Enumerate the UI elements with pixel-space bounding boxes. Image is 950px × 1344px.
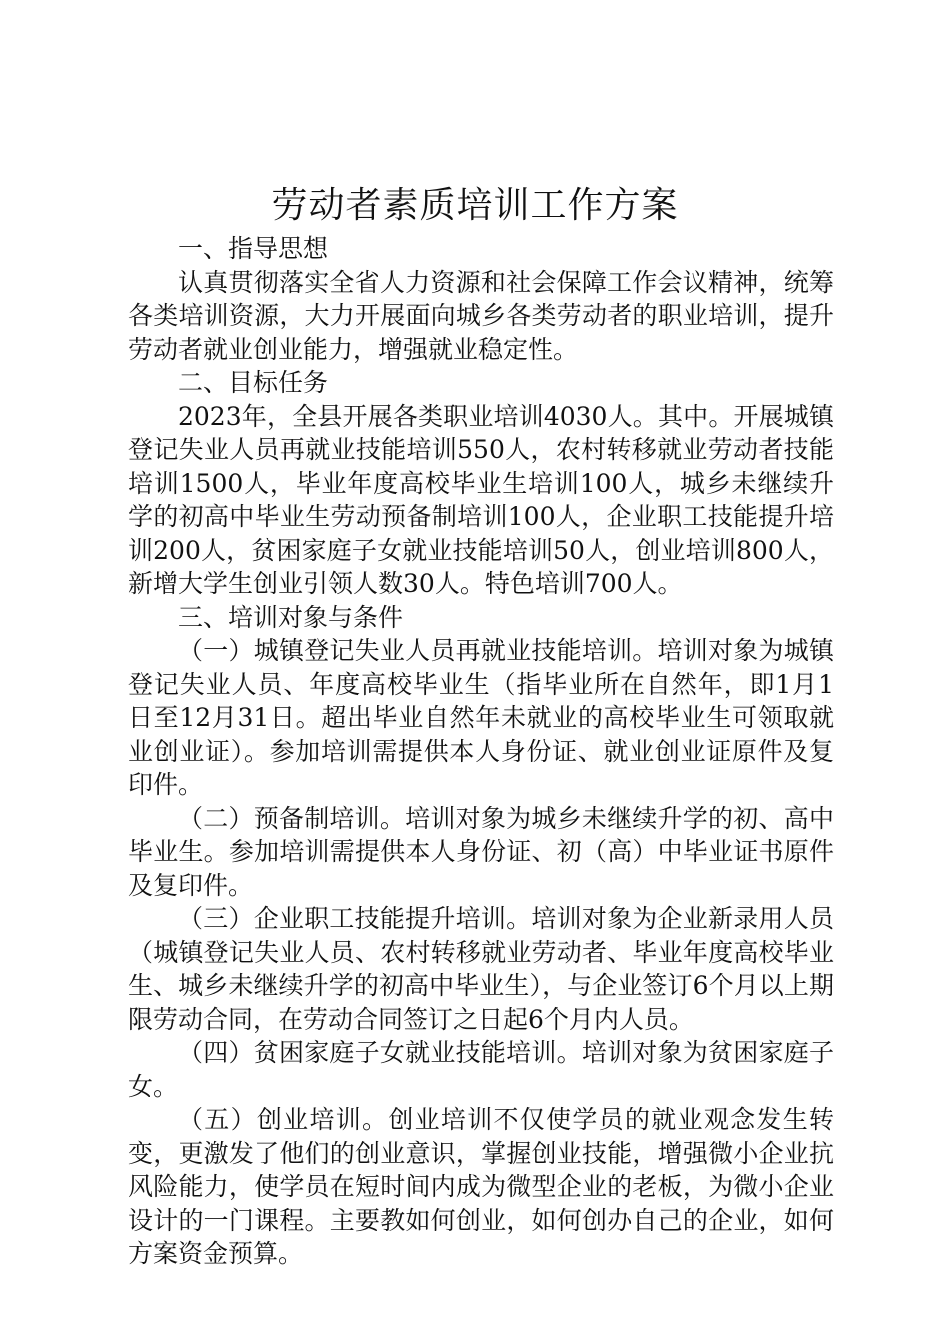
document-body <box>128 232 834 1271</box>
document-title: 劳动者素质培训工作方案 <box>271 185 679 226</box>
paragraph-item-4: （四）贫困家庭子女就业技能培训。培训对象为贫困家庭子女。 <box>128 1038 834 1101</box>
paragraph-goals: 2023年，全县开展各类职业培训4030人。其中。开展城镇登记失业人员再就业技能培训550人，农村转移就业劳动者技能培训1500人，毕业年度高校毕业生培训100人，城乡未继续升学的初高中毕业生劳动预备制培训100人，企业职工技能提升培训200人，贫困家庭子女就业技能培训50人，创业培训800人，新增大学生创业引领人数30人。特色培训700人。 <box>128 401 834 598</box>
paragraph-item-5: （五）创业培训。创业培训不仅使学员的就业观念发生转变，更激发了他们的创业意识，掌握创业技能，增强微小企业抗风险能力，使学员在短时间内成为微型企业的老板，为微小企业设计的一门课程。主要教如何创业，如何创办自己的企业，如何方案资金预算。 <box>128 1105 834 1268</box>
paragraph-guiding-ideology: 认真贯彻落实全省人力资源和社会保障工作会议精神，统筹各类培训资源，大力开展面向城乡各类劳动者的职业培训，提升劳动者就业创业能力，增强就业稳定性。 <box>128 267 834 364</box>
section-heading-guiding-ideology: 一、指导思想 <box>178 234 329 263</box>
paragraph-item-2: （二）预备制培训。培训对象为城乡未继续升学的初、高中毕业生。参加培训需提供本人身份证、初（高）中毕业证书原件及复印件。 <box>128 803 834 900</box>
paragraph-item-1: （一）城镇登记失业人员再就业技能培训。培训对象为城镇登记失业人员、年度高校毕业生（指毕业所在自然年，即1月1日至12月31日。超出毕业自然年未就业的高校毕业生可领取就业创业证）。参加培训需提供本人身份证、就业创业证原件及复印件。 <box>128 636 834 799</box>
paragraph-item-3: （三）企业职工技能提升培训。培训对象为企业新录用人员（城镇登记失业人员、农村转移就业劳动者、毕业年度高校毕业生、城乡未继续升学的初高中毕业生），与企业签订6个月以上期限劳动合同，在劳动合同签订之日起6个月内人员。 <box>128 904 834 1034</box>
section-heading-targets-conditions: 三、培训对象与条件 <box>178 602 404 632</box>
section-heading-goals: 二、目标任务 <box>178 368 329 397</box>
